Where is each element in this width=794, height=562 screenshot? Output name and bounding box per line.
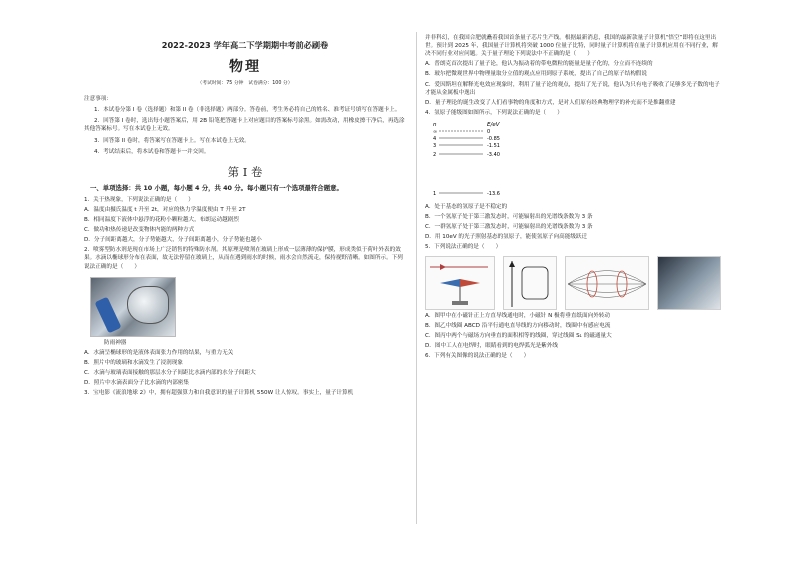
note-item: 1．本试卷分第 I 卷（选择题）和第 II 卷（非选择题）两部分。答卷前，考生务必将自己的姓名、准考证号填写在答题卡上。 bbox=[94, 107, 401, 114]
subject-title: 物理 bbox=[229, 58, 261, 75]
q4-option-c: C．一群氢原子处于第三激发态时，可能辐射出的光谱线条数为 3 条 bbox=[425, 224, 593, 231]
question-3-stem: 3．宝电影《流浪地球 2》中，拥有超强算力和自我意识的量子计算机 550W 让人惊叹。事实上，量子计算机 bbox=[84, 390, 354, 397]
question-2-stem: 2．喷雾型防水剂是现在市场上广泛销售的特殊防水剂。其原理是喷剂在玻璃上形成一层薄薄的保护膜，形成类似于荷叶外表的效果。水滴以椭球形分布在表面，故无法停留在玻璃上，从而在遇到雨水的时候，雨水会自然流走，保持视野清晰。如图所示。下列说法正确的是（ ） bbox=[84, 247, 403, 270]
q5-figures bbox=[425, 256, 721, 310]
question-5-stem: 5．下列说法正确的是（ ） bbox=[425, 244, 502, 251]
rain-repellent-photo bbox=[90, 277, 176, 337]
q3-option-b: B．玻尔把微观世界中物理量取分立值的观点应用到原子系统，提出了自己的原子结构假说 bbox=[425, 71, 647, 78]
question-6-stem: 6．下列有关图像的说法正确的是（ ） bbox=[425, 352, 530, 359]
figure-jia-compass bbox=[425, 256, 495, 310]
q4-option-b: B．一个氢原子处于第三激发态时，可能辐射出的光谱线条数为 3 条 bbox=[425, 214, 593, 221]
q5-option-a: A．图甲中在小磁针正上方直导线通电时，小磁针 N 极将垂直纸面向外转动 bbox=[425, 312, 610, 319]
level-e-inf: 0 bbox=[487, 128, 491, 135]
q5-option-c: C．图丙中两个与磁场方向垂直的面积相等的线圈，穿过线圈 S₁ 的磁通量大 bbox=[425, 332, 612, 339]
field-lines-svg bbox=[566, 257, 648, 311]
compass-svg bbox=[426, 257, 494, 311]
q1-option-a: A．温度由摄氏温度 t 升至 2t，对应的热力学温度便由 T 升至 2T bbox=[84, 206, 246, 213]
figure-ding-welder-photo bbox=[657, 256, 721, 310]
level-n-4: 4 bbox=[433, 135, 437, 142]
level-e-4: -0.85 bbox=[487, 135, 500, 142]
q1-option-d: D．分子间距离越大，分子势能越大，分子间距离越小，分子势能也越小 bbox=[84, 237, 262, 244]
q5-option-d: D．图中工人在电焊时，眼睛看到的电焊弧光是紫外线 bbox=[425, 342, 558, 349]
note-item: 3．回答第 II 卷时，将答案写在答题卡上。写在本试卷上无效。 bbox=[94, 137, 250, 144]
exam-title: 2022-2023 学年高二下学期期中考前必刷卷 bbox=[161, 40, 329, 50]
energy-level-diagram bbox=[429, 119, 549, 201]
section-heading: 一、单项选择：共 10 小题，每小题 4 分，共 40 分。每小题只有一个选项最符合题意。 bbox=[90, 184, 343, 193]
q2-option-c: C．水滴与玻璃表面接触的那层水分子间距比水滴内部的水分子间距大 bbox=[84, 369, 256, 376]
right-column bbox=[425, 34, 721, 360]
q5-option-b: B．图乙中线圈 ABCD 沿平行通电直导线的方向移动时，线圈中有感应电流 bbox=[425, 322, 611, 329]
level-e-2: -3.40 bbox=[487, 151, 500, 158]
note-item: 4．考试结束后，将本试卷和答题卡一并交回。 bbox=[94, 148, 210, 155]
level-e-3: -1.51 bbox=[487, 142, 500, 149]
level-n-3: 3 bbox=[433, 142, 437, 149]
q2-option-d: D．照片中水滴表面分子比水滴的内部密集 bbox=[84, 380, 189, 387]
level-n-inf: ∞ bbox=[433, 128, 438, 135]
q4-option-a: A．处于基态的氢原子是不稳定的 bbox=[425, 203, 508, 210]
question-1-stem: 1．关于热现象，下列说法正确的是（ ） bbox=[84, 196, 194, 203]
level-n-1: 1 bbox=[433, 190, 437, 197]
q2-option-b: B．照片中的玻璃和水滴发生了浸润现象 bbox=[84, 359, 183, 366]
notes-heading: 注意事项： bbox=[84, 96, 112, 103]
question-4-stem: 4．氢原子能级图如图所示，下列说法正确的是（ ） bbox=[425, 109, 563, 116]
energy-level-svg bbox=[429, 119, 549, 201]
exam-meta: （考试时间：75 分钟 试卷满分：100 分） bbox=[197, 81, 293, 87]
level-e-1: -13.6 bbox=[487, 190, 500, 197]
q1-option-c: C．做功和热传递是改变物体内能的两种方式 bbox=[84, 227, 195, 234]
figure-bing-field bbox=[565, 256, 649, 310]
spray-bottle-shape bbox=[94, 296, 121, 333]
car-mirror-shape bbox=[127, 286, 169, 324]
volume-title: 第 I 卷 bbox=[227, 164, 263, 179]
q2-option-a: A．水滴呈椭球形的是液体表面张力作用的结果，与重力无关 bbox=[84, 349, 234, 356]
level-n-2: 2 bbox=[433, 151, 437, 158]
n-axis-label: n bbox=[433, 121, 437, 128]
energy-axis-label: E/eV bbox=[487, 121, 500, 128]
column-divider bbox=[416, 32, 417, 524]
q3-option-c: C．爱因斯坦在解释光电效应现象时，利用了量子论的观点，提出了光子说，他认为只有电子吸收了足够多光子数的电子才能从金属板中逸出 bbox=[425, 81, 720, 96]
figure-yi-coil bbox=[503, 256, 557, 310]
q4-option-d: D．用 10eV 的光子照射基态的氢原子，能使氢原子向高能级跃迁 bbox=[425, 234, 588, 241]
q3-option-d: D．量子理论的诞生改变了人们看事物的角度和方式，是对人们原有经典物理学的补充而不是推翻重建 bbox=[425, 99, 676, 106]
question-3-continued: 并非科幻，在我国合肥就矗着我国首条量子芯片生产线。根据最新消息，我国的最新款量子计算机“悟空”即将在这里出世。预计到 2025 年，我国量子计算机将突破 1000 位量子比特，同时量子计算机将在量子计算机应用在不同行业，解决不同行业对应问题。关于量子理论下列说法中不正确的是（ ） bbox=[425, 35, 718, 58]
q3-option-a: A．普朗克首次提出了量子论，他认为振动着的带电微粒的能量是量子化的，分立而不连续的 bbox=[425, 61, 653, 68]
q1-option-b: B．相同温度下液体中悬浮的花粉小颗粒越大，布朗运动越剧烈 bbox=[84, 216, 239, 223]
left-column bbox=[84, 34, 406, 397]
coil-svg bbox=[504, 257, 556, 311]
note-item: 2．回答第 I 卷时，选出每小题答案后，用 2B 铅笔把答题卡上对应题目的答案标号涂黑。如需改动，用橡皮擦干净后，再选涂其他答案标号。写在本试卷上无效。 bbox=[84, 118, 405, 133]
photo-caption: 防雨神器 bbox=[104, 339, 127, 346]
